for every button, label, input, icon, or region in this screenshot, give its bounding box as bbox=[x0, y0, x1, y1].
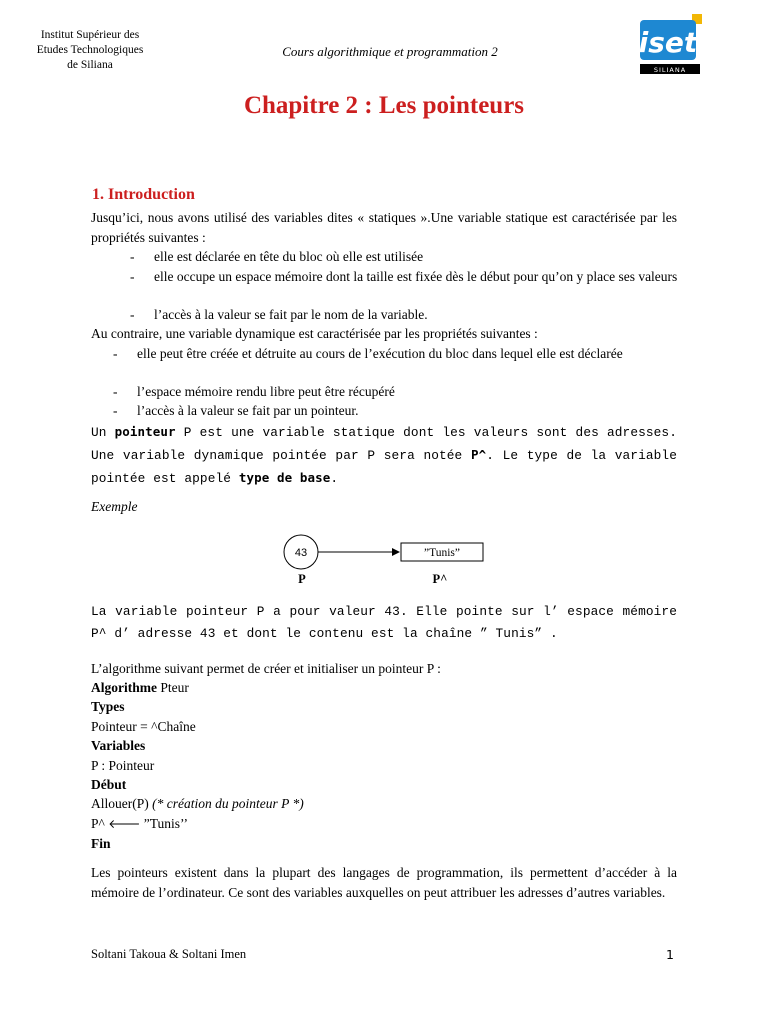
logo-text: iset bbox=[638, 26, 698, 59]
algo-line: Pointeur = ^Chaîne bbox=[91, 718, 196, 734]
algo-line: Algorithme Pteur bbox=[91, 680, 189, 695]
algo-keyword: Types bbox=[91, 699, 125, 715]
dynamic-intro: Au contraire, une variable dynamique est caractérisée par les propriétés suivantes : bbox=[91, 326, 538, 341]
label-p-caret: P^ bbox=[432, 572, 448, 586]
algorithm-block bbox=[91, 678, 304, 854]
algo-keyword: Début bbox=[91, 777, 127, 793]
example-text: La variable pointeur P a pour valeur 43. Elle pointe sur l’ espace mémoire P^ d’ adresse 43 et dont le contenu est la chaîne ” Tunis” . bbox=[91, 604, 677, 641]
algo-keyword: Variables bbox=[91, 738, 146, 754]
algo-line: P : Pointeur bbox=[91, 757, 155, 773]
iset-logo bbox=[636, 14, 704, 76]
list-item: - l’espace mémoire rendu libre peut être récupéré bbox=[113, 384, 395, 399]
algo-intro: L’algorithme suivant permet de créer et initialiser un pointeur P : bbox=[91, 661, 441, 676]
section-heading: 1. Introduction bbox=[92, 186, 195, 203]
algo-line: P^ 🡐 ”Tunis’’ bbox=[91, 815, 189, 831]
circle-value: 43 bbox=[294, 547, 308, 559]
logo-subtext: SILIANA bbox=[653, 66, 687, 74]
course-title: Cours algorithmique et programmation 2 bbox=[282, 44, 498, 59]
box-value: ”Tunis” bbox=[424, 547, 460, 559]
list-item: - l’accès à la valeur se fait par un pointeur. bbox=[113, 403, 359, 418]
list-item: - elle peut être créée et détruite au cours de l’exécution du bloc dans lequel elle est déclarée bbox=[113, 346, 623, 361]
list-item: - l’accès à la valeur se fait par le nom de la variable. bbox=[130, 307, 428, 322]
institution-line: Etudes Technologiques bbox=[36, 44, 144, 56]
list-item: - elle est déclarée en tête du bloc où elle est utilisée bbox=[130, 249, 424, 264]
pointer-diagram bbox=[282, 534, 492, 590]
algo-line: Allouer(P) (* création du pointeur P *) bbox=[91, 796, 304, 812]
left-arrow-icon: 🡐 bbox=[108, 816, 141, 831]
algo-keyword: Fin bbox=[91, 836, 111, 852]
footer-authors: Soltani Takoua & Soltani Imen bbox=[91, 947, 247, 961]
intro-paragraph: Jusqu’ici, nous avons utilisé des variables dites « statiques ».Une variable statique est caractérisée par les propriétés suivantes : bbox=[91, 210, 677, 245]
example-label: Exemple bbox=[91, 499, 138, 514]
institution-line: de Siliana bbox=[67, 59, 113, 71]
page-number: 1 bbox=[666, 947, 674, 962]
pointer-definition: Un pointeur P est une variable statique dont les valeurs sont des adresses. Une variable dynamique pointée par P sera notée P^. Le type de la variable pointée est appelé type de base. bbox=[91, 424, 677, 486]
institution-name bbox=[20, 28, 160, 73]
institution-line: Institut Supérieur des bbox=[40, 29, 140, 41]
closing-paragraph: Les pointeurs existent dans la plupart des langages de programmation, ils permettent d’accéder à la mémoire de l’ordinateur. Ce sont des variables auxquelles on peut attribuer les adresses d’autres variables. bbox=[91, 865, 677, 900]
list-item: - elle occupe un espace mémoire dont la taille est fixée dès le début pour qu’on y place ses valeurs bbox=[130, 269, 678, 284]
chapter-title: Chapitre 2 : Les pointeurs bbox=[243, 92, 525, 119]
label-p: P bbox=[298, 572, 306, 586]
